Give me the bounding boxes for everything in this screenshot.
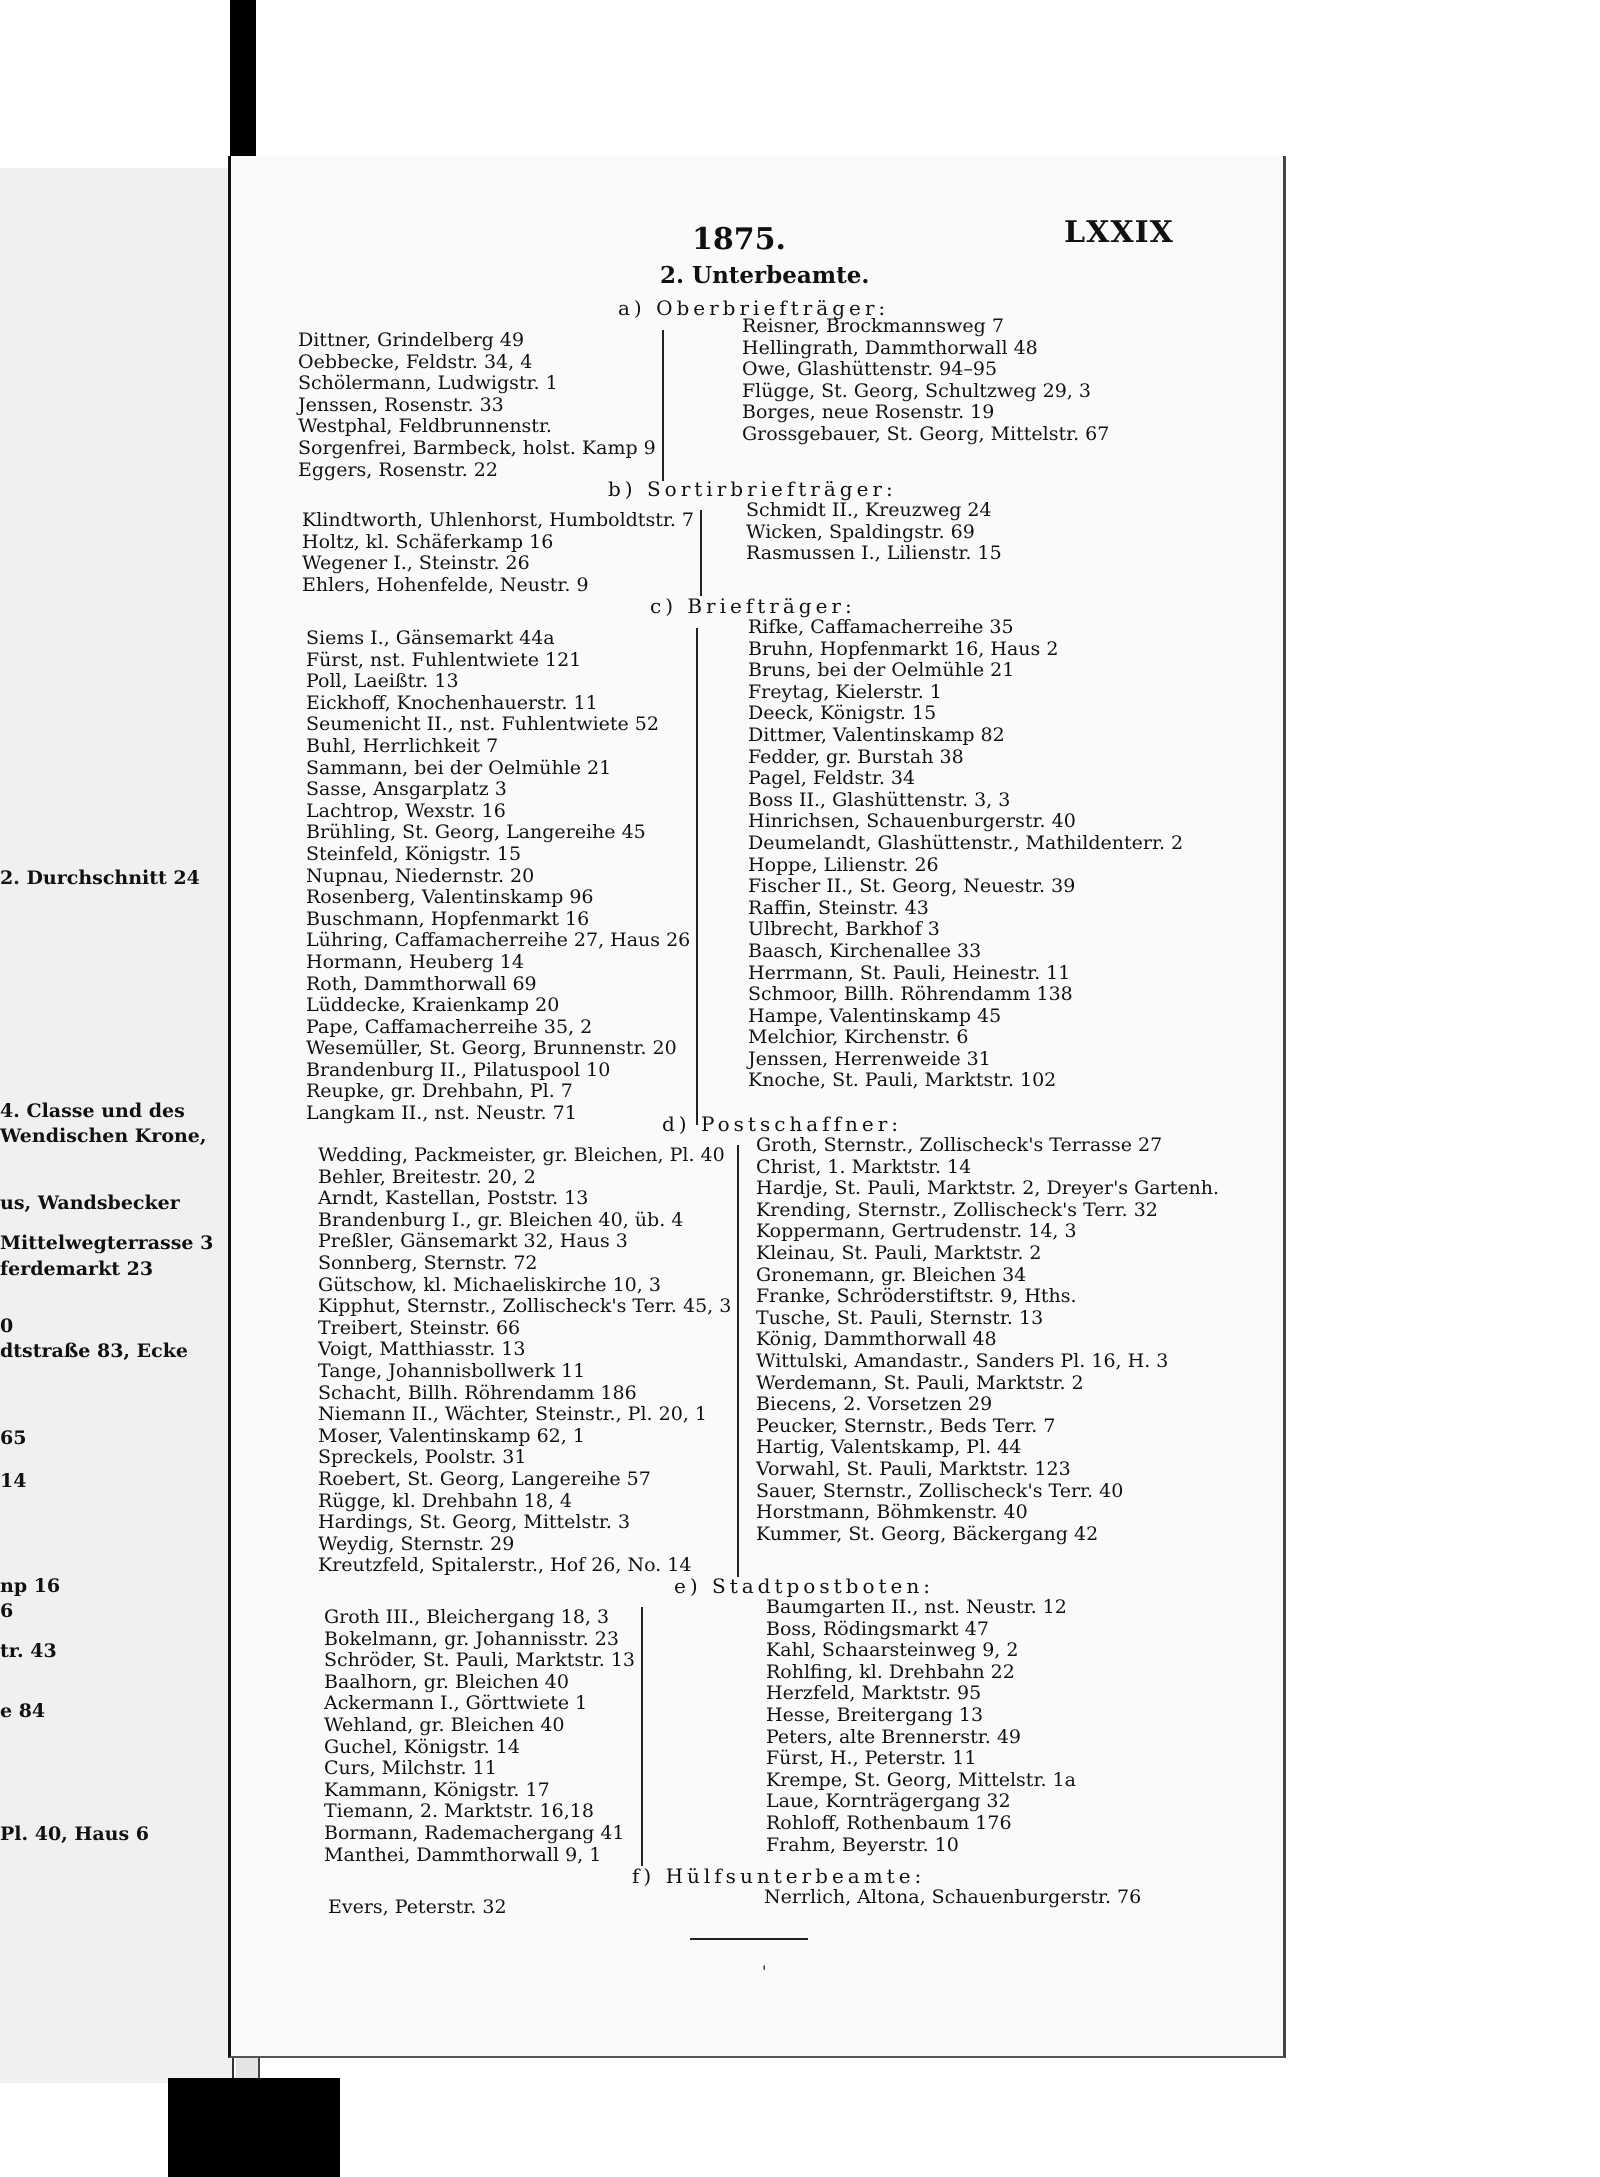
list-item: Wehland, gr. Bleichen 40 [324,1713,565,1736]
list-item: Grossgebauer, St. Georg, Mittelstr. 67 [742,422,1110,445]
heading-huelfsunterbeamte: f) Hülfsunterbeamte: [632,1864,926,1888]
list-item: Arndt, Kastellan, Poststr. 13 [318,1187,589,1210]
list-item: Gütschow, kl. Michaeliskirche 10, 3 [318,1273,661,1296]
list-item: Wicken, Spaldingstr. 69 [746,520,975,543]
list-item: Hoppe, Lilienstr. 26 [748,853,939,876]
list-item: Jenssen, Herrenweide 31 [748,1047,991,1070]
left-page-fragment: e 84 [0,1700,46,1722]
list-sortirbrieftraeger-right [746,500,1002,565]
list-item: Kummer, St. Georg, Bäckergang 42 [756,1522,1099,1545]
list-item: Wittulski, Amandastr., Sanders Pl. 16, H. 3 [756,1349,1169,1372]
left-page-fragment: tr. 43 [0,1640,57,1662]
list-item: Brühling, St. Georg, Langereihe 45 [306,821,646,844]
list-item: Tiemann, 2. Marktstr. 16,18 [324,1800,594,1823]
list-item: Buhl, Herrlichkeit 7 [306,734,499,757]
list-item: Ulbrecht, Barkhof 3 [748,918,940,941]
list-item: Boss, Rödingsmarkt 47 [766,1617,989,1640]
list-postschaffner-right [756,1135,1219,1545]
list-item: Dittmer, Valentinskamp 82 [748,723,1005,746]
list-item: Werdemann, St. Pauli, Marktstr. 2 [756,1371,1084,1394]
list-item: Evers, Peterstr. 32 [328,1896,507,1918]
list-item: Fürst, H., Peterstr. 11 [766,1747,977,1770]
list-item: Schmoor, Billh. Röhrendamm 138 [748,983,1073,1006]
list-item: Koppermann, Gertrudenstr. 14, 3 [756,1220,1077,1243]
list-item: Tusche, St. Pauli, Sternstr. 13 [756,1306,1044,1329]
list-item: Voigt, Matthiasstr. 13 [318,1338,526,1361]
list-item: Eggers, Rosenstr. 22 [298,458,498,481]
list-item: Deeck, Königstr. 15 [748,702,937,725]
list-stadtpostboten-left [324,1607,643,1866]
list-item: Krending, Sternstr., Zollischeck's Terr. 32 [756,1198,1158,1221]
list-item: Niemann II., Wächter, Steinstr., Pl. 20, 1 [318,1403,707,1426]
list-item: Reupke, gr. Drehbahn, Pl. 7 [306,1080,573,1103]
left-page-fragment: us, Wandsbecker [0,1192,180,1214]
list-item: Hormann, Heuberg 14 [306,950,524,973]
list-brieftraeger-right [748,617,1183,1092]
list-oberbrieftraeger-right [742,316,1109,446]
list-item: Raffin, Steinstr. 43 [748,896,929,919]
list-item: Bruhn, Hopfenmarkt 16, Haus 2 [748,637,1059,660]
list-item: Herrmann, St. Pauli, Heinestr. 11 [748,961,1071,984]
list-item: Spreckels, Poolstr. 31 [318,1446,527,1469]
list-item: Kleinau, St. Pauli, Marktstr. 2 [756,1241,1042,1264]
list-item: Behler, Breitestr. 20, 2 [318,1165,536,1188]
list-stadtpostboten-right [766,1597,1076,1856]
left-page-fragment: 2. Durchschnitt 24 [0,867,200,889]
list-item: Kreutzfeld, Spitalerstr., Hof 26, No. 14 [318,1554,692,1577]
list-item: Lüddecke, Kraienkamp 20 [306,994,560,1017]
list-item: Moser, Valentinskamp 62, 1 [318,1424,585,1447]
list-item: Sorgenfrei, Barmbeck, holst. Kamp 9 [298,436,656,459]
list-item: Lühring, Caffamacherreihe 27, Haus 26 [306,929,691,952]
list-item: Schröder, St. Pauli, Marktstr. 13 [324,1649,636,1672]
list-item: Sammann, bei der Oelmühle 21 [306,756,612,779]
list-item: Kammann, Königstr. 17 [324,1778,550,1801]
list-item: Owe, Glashüttenstr. 94–95 [742,358,998,381]
list-item: Schacht, Billh. Röhrendamm 186 [318,1381,637,1404]
list-item: Flügge, St. Georg, Schultzweg 29, 3 [742,379,1091,402]
list-item: Guchel, Königstr. 14 [324,1735,520,1758]
list-item: Pape, Caffamacherreihe 35, 2 [306,1015,593,1038]
binding-strip-top [230,0,256,180]
list-item: Schmidt II., Kreuzweg 24 [746,499,992,521]
list-item: Rohlfing, kl. Drehbahn 22 [766,1660,1015,1683]
list-item: Hampe, Valentinskamp 45 [748,1004,1002,1027]
left-page-fragment: 4. Classe und des [0,1100,185,1122]
list-postschaffner-left [318,1145,739,1577]
list-item: Brandenburg I., gr. Bleichen 40, üb. 4 [318,1208,684,1231]
list-item: Steinfeld, Königstr. 15 [306,842,522,865]
list-item: Frahm, Beyerstr. 10 [766,1833,959,1856]
list-item: Deumelandt, Glashüttenstr., Mathildenterr. 2 [748,831,1184,854]
list-item: Preßler, Gänsemarkt 32, Haus 3 [318,1230,628,1253]
list-item: Baalhorn, gr. Bleichen 40 [324,1670,569,1693]
list-item: Franke, Schröderstiftstr. 9, Hths. [756,1285,1077,1308]
list-item: Hellingrath, Dammthorwall 48 [742,336,1038,359]
list-item: Fürst, nst. Fuhlentwiete 121 [306,648,582,671]
list-item: Curs, Milchstr. 11 [324,1757,497,1780]
list-item: Boss II., Glashüttenstr. 3, 3 [748,788,1011,811]
list-item: Rasmussen I., Lilienstr. 15 [746,542,1002,565]
list-item: Roebert, St. Georg, Langereihe 57 [318,1467,651,1490]
list-item: Jenssen, Rosenstr. 33 [298,393,504,416]
heading-brieftraeger: c) Briefträger: [650,594,856,618]
list-item: Bormann, Rademachergang 41 [324,1821,625,1844]
binding-strip-bottom [168,2078,340,2177]
list-item: Weydig, Sternstr. 29 [318,1532,515,1555]
left-page-fragment: 65 [0,1427,27,1449]
list-item: Horstmann, Böhmkenstr. 40 [756,1501,1028,1524]
left-page-fragment: dtstraße 83, Ecke [0,1340,188,1362]
list-item: Reisner, Brockmannsweg 7 [742,315,1004,337]
list-item: Brandenburg II., Pilatuspool 10 [306,1058,611,1081]
list-item: Siems I., Gänsemarkt 44a [306,627,555,649]
section-title: 2. Unterbeamte. [660,262,870,289]
left-page-fragment: 6 [0,1600,14,1622]
list-item: Wegener I., Steinstr. 26 [302,552,530,575]
list-item: Freytag, Kielerstr. 1 [748,680,942,703]
list-item: Hinrichsen, Schauenburgerstr. 40 [748,810,1076,833]
list-item: Sonnberg, Sternstr. 72 [318,1251,538,1274]
left-page-fragment: 0 [0,1315,14,1337]
closing-rule [690,1938,808,1940]
list-item: Hartig, Valentskamp, Pl. 44 [756,1436,1022,1459]
list-item: Fedder, gr. Burstah 38 [748,745,964,768]
list-item: Lachtrop, Wexstr. 16 [306,799,506,822]
list-item: Eickhoff, Knochenhauerstr. 11 [306,691,598,714]
list-item: Kahl, Schaarsteinweg 9, 2 [766,1639,1019,1662]
left-page-fragment: ferdemarkt 23 [0,1258,154,1280]
list-item: Buschmann, Hopfenmarkt 16 [306,907,590,930]
list-huelfsunterbeamte-right [764,1887,1141,1909]
list-sortirbrieftraeger-left [302,510,702,596]
list-item: Rifke, Caffamacherreihe 35 [748,616,1014,638]
heading-stadtpostboten: e) Stadtpostboten: [674,1574,934,1598]
list-item: Bruns, bei der Oelmühle 21 [748,659,1015,682]
list-item: Seumenicht II., nst. Fuhlentwiete 52 [306,713,659,736]
list-item: Vorwahl, St. Pauli, Marktstr. 123 [756,1457,1071,1480]
list-item: Melchior, Kirchenstr. 6 [748,1026,969,1049]
list-item: Oebbecke, Feldstr. 34, 4 [298,350,533,373]
list-item: Ehlers, Hohenfelde, Neustr. 9 [302,573,589,596]
list-item: Baumgarten II., nst. Neustr. 12 [766,1596,1067,1618]
list-item: Groth III., Bleichergang 18, 3 [324,1606,610,1628]
list-item: Sauer, Sternstr., Zollischeck's Terr. 40 [756,1479,1124,1502]
list-item: Hardje, St. Pauli, Marktstr. 2, Dreyer's Gartenh. [756,1177,1220,1200]
list-item: Knoche, St. Pauli, Marktstr. 102 [748,1069,1057,1092]
footer-mark: ' [762,1962,767,1981]
list-item: Bokelmann, gr. Johannisstr. 23 [324,1627,619,1650]
list-item: Holtz, kl. Schäferkamp 16 [302,530,554,553]
list-item: Kipphut, Sternstr., Zollischeck's Terr. 45, 3 [318,1295,732,1318]
list-item: Sasse, Ansgarplatz 3 [306,778,507,801]
left-page-fragment: Mittelwegterrasse 3 [0,1232,214,1254]
list-item: Herzfeld, Marktstr. 95 [766,1682,982,1705]
list-item: König, Dammthorwall 48 [756,1328,997,1351]
list-item: Hesse, Breitergang 13 [766,1703,984,1726]
list-item: Pagel, Feldstr. 34 [748,767,916,790]
list-item: Laue, Kornträgergang 32 [766,1790,1011,1813]
list-item: Christ, 1. Marktstr. 14 [756,1155,972,1178]
list-item: Groth, Sternstr., Zollischeck's Terrasse 27 [756,1134,1163,1156]
list-item: Klindtworth, Uhlenhorst, Humboldtstr. 7 [302,509,694,531]
list-item: Borges, neue Rosenstr. 19 [742,401,995,424]
list-item: Schölermann, Ludwigstr. 1 [298,372,558,395]
list-item: Nupnau, Niedernstr. 20 [306,864,535,887]
list-item: Langkam II., nst. Neustr. 71 [306,1102,577,1125]
heading-postschaffner: d) Postschaffner: [662,1112,903,1136]
page-number: LXXIX [1064,215,1174,250]
list-item: Manthei, Dammthorwall 9, 1 [324,1843,602,1866]
list-item: Krempe, St. Georg, Mittelstr. 1a [766,1768,1076,1791]
heading-sortirbrieftraeger: b) Sortirbriefträger: [608,477,897,501]
list-item: Westphal, Feldbrunnenstr. [298,415,552,438]
left-page-fragment: Pl. 40, Haus 6 [0,1823,150,1845]
list-item: Peters, alte Brennerstr. 49 [766,1725,1022,1748]
list-item: Roth, Dammthorwall 69 [306,972,537,995]
list-item: Treibert, Steinstr. 66 [318,1316,521,1339]
list-oberbrieftraeger-left [298,330,664,481]
list-item: Nerrlich, Altona, Schauenburgerstr. 76 [764,1886,1142,1908]
list-item: Fischer II., St. Georg, Neuestr. 39 [748,875,1076,898]
list-item: Rügge, kl. Drehbahn 18, 4 [318,1489,573,1512]
list-item: Rohloff, Rothenbaum 176 [766,1811,1012,1834]
list-item: Poll, Laeißtr. 13 [306,670,459,693]
list-item: Tange, Johannisbollwerk 11 [318,1359,586,1382]
list-item: Dittner, Grindelberg 49 [298,329,525,351]
list-item: Rosenberg, Valentinskamp 96 [306,886,594,909]
list-item: Hardings, St. Georg, Mittelstr. 3 [318,1511,631,1534]
list-item: Biecens, 2. Vorsetzen 29 [756,1393,993,1416]
page-year: 1875. [692,222,786,257]
list-item: Wedding, Packmeister, gr. Bleichen, Pl. 40 [318,1144,725,1166]
list-brieftraeger-left [306,628,698,1125]
left-page-fragment: np 16 [0,1575,61,1597]
list-item: Peucker, Sternstr., Beds Terr. 7 [756,1414,1056,1437]
left-page-fragment: 14 [0,1470,27,1492]
list-item: Gronemann, gr. Bleichen 34 [756,1263,1027,1286]
list-item: Ackermann I., Görttwiete 1 [324,1692,588,1715]
list-item: Wesemüller, St. Georg, Brunnenstr. 20 [306,1037,677,1060]
list-item: Baasch, Kirchenallee 33 [748,939,982,962]
heading-oberbrieftraeger: a) Oberbriefträger: [618,296,890,320]
list-huelfsunterbeamte-left [328,1897,507,1919]
left-page-fragment: Wendischen Krone, [0,1125,207,1147]
